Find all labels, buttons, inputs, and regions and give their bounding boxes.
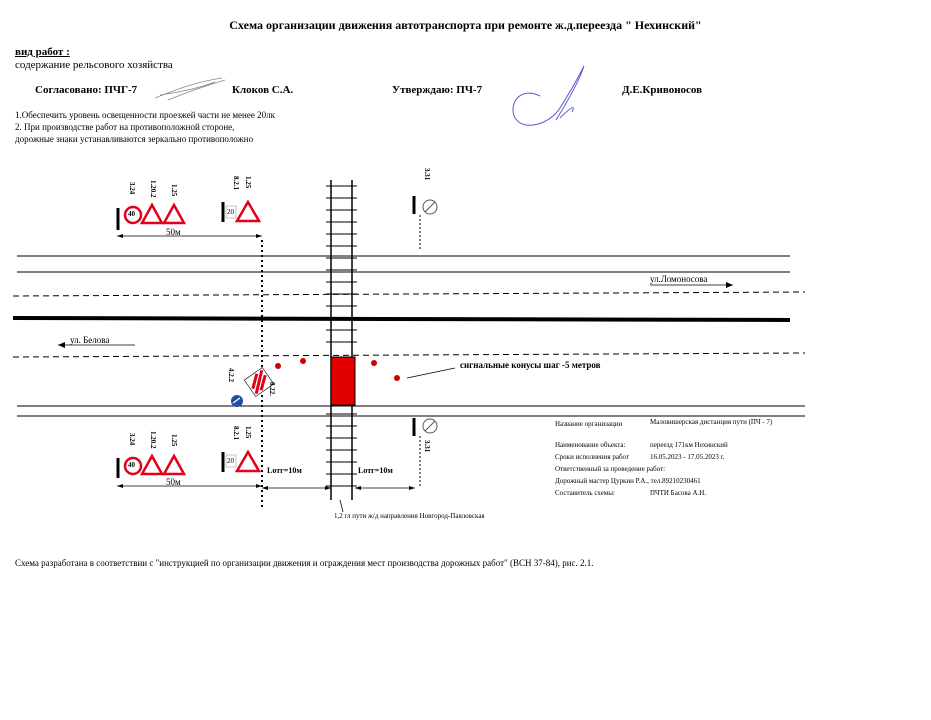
- code-125-top-right: 1.25: [244, 176, 252, 189]
- sign-125-bottom-right: [237, 452, 259, 471]
- signature-right: [513, 66, 584, 125]
- code-324-bottom: 3.24: [128, 433, 136, 446]
- plate-value-bottom: 20: [227, 457, 234, 465]
- work-zone: [331, 357, 355, 405]
- info-label-1: Наименование объекта:: [555, 441, 626, 449]
- plate-value-top: 20: [227, 208, 234, 216]
- code-125-top: 1.25: [170, 184, 178, 197]
- cone: [371, 360, 377, 366]
- info-label-4: Дорожный мастер Цуркин Р.А., тел.89210230461: [555, 477, 701, 485]
- code-125-bottom-right: 1.25: [244, 426, 252, 439]
- sign-1202-bottom: [142, 456, 162, 474]
- agreed-label: Согласовано: ПЧГ-7: [35, 84, 138, 96]
- work-heading: вид работ :: [15, 46, 70, 58]
- distance-50-bottom: 50м: [166, 477, 181, 487]
- code-324-top: 3.24: [128, 182, 136, 195]
- approve-label: Утверждаю: ПЧ-7: [392, 84, 483, 96]
- code-1202-top: 1.20.2: [149, 180, 157, 198]
- rail-label: 1,2 гл пути ж/д направления Новгород-Павловская: [334, 512, 485, 520]
- street-top: ул.Ломоносова: [650, 274, 708, 284]
- info-label-2: Сроки исполнения работ: [555, 453, 630, 461]
- street-bottom: ул. Белова: [70, 335, 110, 345]
- note-2: 2. При производстве работ на противоположной стороне,: [15, 122, 235, 132]
- info-label-3: Ответственный за проведение работ:: [555, 465, 666, 473]
- sign-422: [231, 395, 243, 407]
- code-331-bottom: 3.31: [423, 440, 431, 453]
- code-331-top: 3.31: [423, 168, 431, 181]
- info-value-5: ПЧТИ Басова А.Н.: [650, 489, 707, 497]
- sign-125-bottom: [164, 456, 184, 474]
- lotg-left: Lотг=10м: [267, 466, 302, 475]
- info-value-0: Маловишерская дистанция пути (ПЧ - 7): [650, 418, 773, 426]
- code-821-top: 8.2.1: [232, 176, 240, 190]
- cone: [275, 363, 281, 369]
- code-822: 8.22.: [268, 382, 276, 396]
- work-text: содержание рельсового хозяйства: [15, 59, 173, 71]
- approve-name: Д.Е.Кривоносов: [622, 84, 703, 96]
- info-label-0: Название организации: [555, 420, 623, 428]
- speed-value-top: 40: [128, 210, 135, 218]
- sign-1202-top: [142, 205, 162, 223]
- cone: [394, 375, 400, 381]
- cones-label: сигнальные конусы шаг -5 метров: [460, 360, 601, 370]
- footer-note: Схема разработана в соответствии с "инструкцией по организации движения и ограждения мест производства дорожных работ" (ВСН 37-84), рис. 2.1.: [15, 558, 594, 568]
- note-3: дорожные знаки устанавливаются зеркально противоположно: [15, 134, 254, 144]
- lotg-right: Lотг=10м: [358, 466, 393, 475]
- page-title: Схема организации движения автотранспорта при ремонте ж.д.переезда " Нехинский": [229, 18, 702, 32]
- sign-125-top: [164, 205, 184, 223]
- agreed-name: Клоков С.А.: [232, 84, 294, 96]
- info-value-1: переезд 171км Нехинский: [650, 441, 728, 449]
- note-1: 1.Обеспечить уровень освещенности проезжей части не менее 20лк: [15, 110, 275, 120]
- info-label-5: Составитель схемы:: [555, 489, 615, 497]
- speed-value-bottom: 40: [128, 461, 135, 469]
- sign-125-top-right: [237, 202, 259, 221]
- signature-left: [155, 78, 225, 100]
- distance-50-top: 50м: [166, 227, 181, 237]
- cone: [300, 358, 306, 364]
- info-value-2: 16.05.2023 - 17.05.2023 г.: [650, 453, 725, 461]
- code-125-bottom: 1.25: [170, 434, 178, 447]
- code-821-bottom: 8.2.1: [232, 426, 240, 440]
- code-1202-bottom: 1.20.2: [149, 431, 157, 449]
- code-422: 4.2.2: [227, 368, 235, 382]
